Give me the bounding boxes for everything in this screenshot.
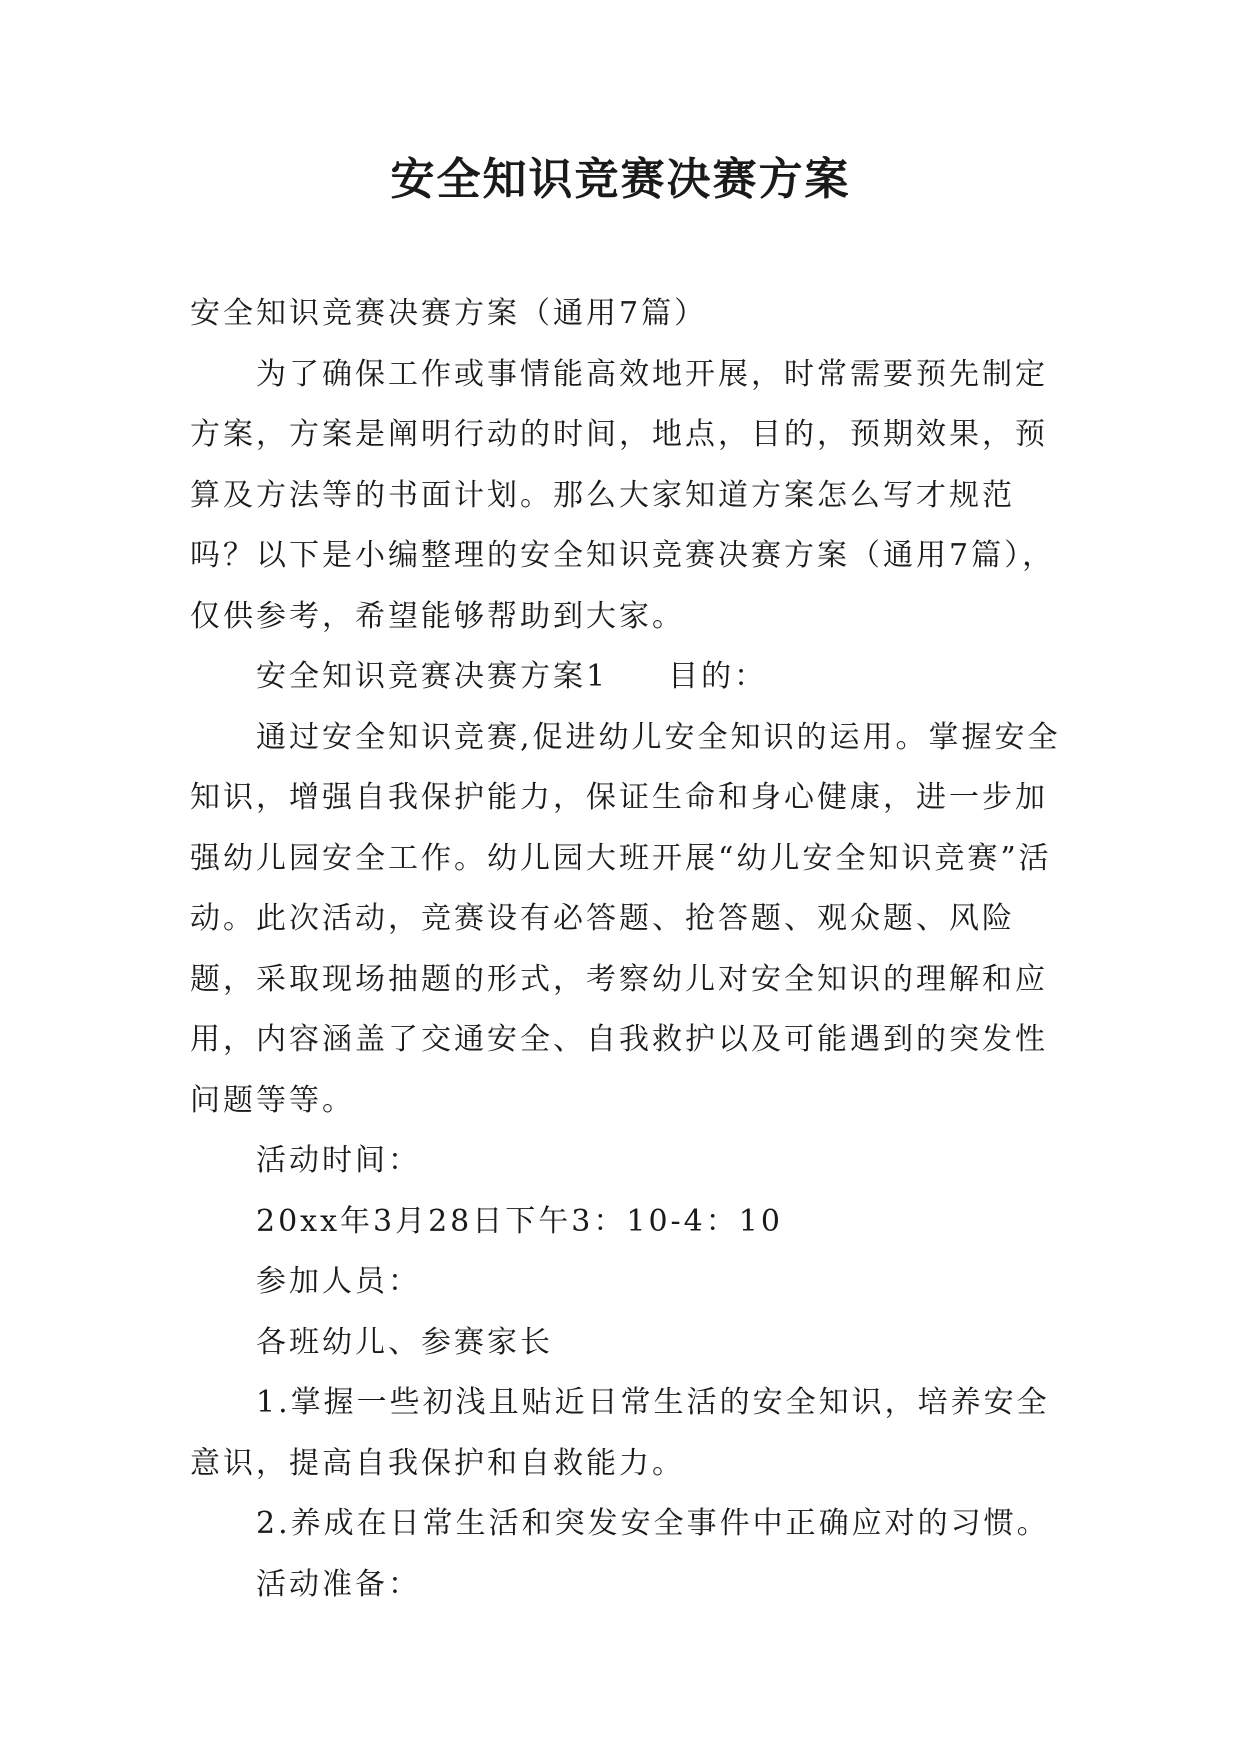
participants-value: 各班幼儿、参赛家长 <box>256 1324 553 1360</box>
goal-item-1: 1.掌握一些初浅且贴近日常生活的安全知识，培养安全意识，提高自我保护和自救能力。 <box>190 1385 1050 1481</box>
goal-item-2: 2.养成在日常生活和突发安全事件中正确应对的习惯。 <box>256 1506 1050 1541</box>
section-1-heading: 安全知识竞赛决赛方案1 <box>256 659 609 694</box>
document-subtitle: 安全知识竞赛决赛方案（通用7篇） <box>190 296 708 331</box>
intro-paragraph: 为了确保工作或事情能高效地开展，时常需要预先制定方案，方案是阐明行动的时间，地点，目的，预期效果，预算及方法等的书面计划。那么大家知道方案怎么写才规范吗？以下是小编整理的安全知识竞赛决赛方案（通用7篇），仅供参考，希望能够帮助到大家。 <box>190 356 1056 634</box>
time-value: 20xx年3月28日下午3：10-4：10 <box>256 1203 783 1239</box>
time-label: 活动时间： <box>256 1143 421 1178</box>
document-body <box>190 284 1070 1615</box>
participants-label: 参加人员： <box>256 1264 421 1299</box>
preparation-label: 活动准备： <box>256 1566 421 1602</box>
document-title: 安全知识竞赛决赛方案 <box>390 154 851 205</box>
purpose-label: 目的： <box>668 659 768 694</box>
section-1-heading-line <box>190 647 1070 708</box>
purpose-paragraph: 通过安全知识竞赛,促进幼儿安全知识的运用。掌握安全知识，增强自我保护能力，保证生命和身心健康，进一步加强幼儿园安全工作。幼儿园大班开展“幼儿安全知识竞赛”活动。此次活动，竞赛设有必答题、抢答题、观众题、风险题，采取现场抽题的形式，考察幼儿对安全知识的理解和应用，内容涵盖了交通安全、自我救护以及可能遇到的突发性问题等等。 <box>190 719 1061 1118</box>
